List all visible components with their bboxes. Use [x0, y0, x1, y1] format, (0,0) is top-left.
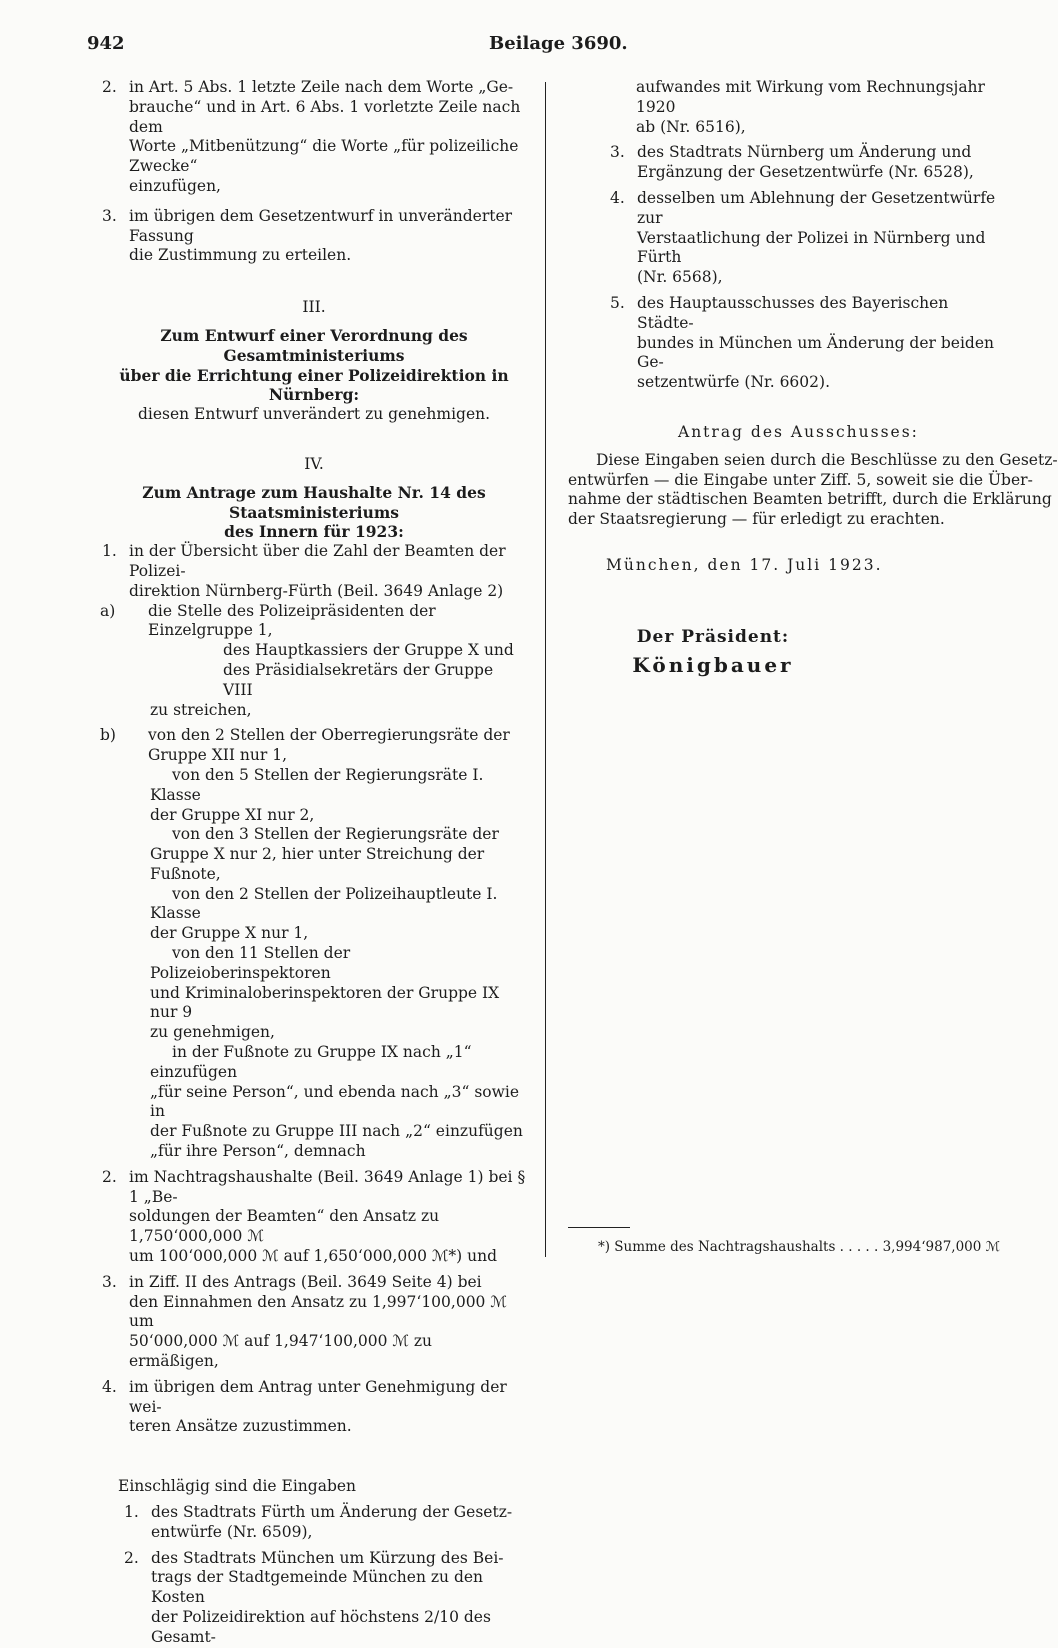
text-line: „für seine Person“, und ebenda nach „3“ sowie in — [150, 1082, 520, 1121]
text-line: Worte „Mitbenützung“ die Worte „für polizeiliche — [129, 137, 519, 156]
sub-item-b — [100, 726, 526, 766]
text-line: um 100‘000,000 ℳ auf 1,650‘000,000 ℳ*) und — [129, 1247, 498, 1266]
president-block — [568, 628, 858, 676]
left-column — [102, 78, 526, 1648]
list-item — [102, 1378, 526, 1437]
text-line: nahme der städtischen Beamten betrifft, durch die Erklärung — [568, 490, 1052, 509]
list-item — [124, 1503, 526, 1543]
section-heading: des Innern für 1923: — [224, 522, 404, 542]
text-line: Ergänzung der Gesetzentwürfe (Nr. 6528), — [637, 163, 974, 182]
list-item — [610, 143, 1000, 183]
text-line: 50‘000,000 ℳ auf 1,947‘100,000 ℳ zu ermäßigen, — [129, 1332, 433, 1371]
list-item — [102, 1168, 526, 1267]
text-line: aufwandes mit Wirkung vom Rechnungsjahr 1920 — [636, 78, 985, 116]
text-line: den Einnahmen den Ansatz zu 1,997‘100,000 ℳ um — [129, 1292, 507, 1331]
text-line: im übrigen dem Gesetzentwurf in unveränderter Fassung — [129, 206, 513, 245]
section-number: III. — [302, 298, 326, 317]
text-line: der Polizeidirektion auf höchstens 2/10 des Gesamt- — [151, 1607, 491, 1646]
text-line: im Nachtragshaushalte (Beil. 3649 Anlage 1) bei § 1 „Be- — [129, 1167, 526, 1206]
list-item — [102, 542, 526, 601]
text-line: und Kriminaloberinspektoren der Gruppe IX nur 9 — [150, 983, 500, 1022]
item-number: 1. — [102, 542, 117, 561]
text-line: der Gruppe XI nur 2, — [150, 805, 315, 824]
list-item — [610, 294, 1000, 393]
text-line: in der Übersicht über die Zahl der Beamten der Polizei- — [129, 542, 506, 580]
list-item — [124, 1549, 526, 1648]
section-heading: Zum Antrage zum Haushalte Nr. 14 des Staatsministeriums — [142, 482, 486, 522]
text-line: Gruppe X nur 2, hier unter Streichung der Fußnote, — [150, 845, 485, 883]
page-number: 942 — [87, 33, 125, 54]
antrag-text — [568, 450, 1058, 530]
section-heading: über die Errichtung einer Polizeidirektion in Nürnberg: — [119, 365, 509, 405]
text-line: von den 5 Stellen der Regierungsräte I. Klasse — [150, 765, 484, 804]
text-line: von den 11 Stellen der Polizeioberinspektoren — [150, 944, 351, 982]
section-number: IV. — [304, 454, 324, 473]
text-line: entwürfe (Nr. 6509), — [151, 1522, 313, 1541]
text-line: bundes in München um Änderung der beiden Ge- — [637, 333, 994, 372]
paragraph — [150, 766, 526, 1162]
text-line: in der Fußnote zu Gruppe IX nach „1“ einzufügen — [150, 1043, 472, 1081]
date-line: München, den 17. Juli 1923. — [606, 555, 883, 574]
text-line: brauche“ und in Art. 6 Abs. 1 vorletzte Zeile nach dem — [129, 97, 521, 136]
text-line: entwürfen — die Eingabe unter Ziff. 5, soweit sie die Über- — [568, 470, 1033, 489]
section-text: diesen Entwurf unverändert zu genehmigen. — [137, 405, 491, 424]
text-line: setzentwürfe (Nr. 6602). — [637, 373, 830, 392]
item-number: 3. — [610, 143, 625, 162]
list-item — [102, 207, 526, 266]
text-line: des Hauptausschusses des Bayerischen Städte- — [637, 293, 949, 332]
text-line: von den 2 Stellen der Polizeihauptleute I. Klasse — [150, 884, 498, 923]
column-divider — [545, 82, 546, 1257]
sub-item-a — [100, 601, 526, 701]
text-line: (Nr. 6568), — [637, 268, 723, 287]
text-line: von den 2 Stellen der Oberregierungsräte der — [148, 726, 510, 745]
text-line: direktion Nürnberg-Fürth (Beil. 3649 Anlage 2) — [129, 581, 504, 600]
item-number: 5. — [610, 293, 625, 312]
text-line: von den 3 Stellen der Regierungsräte der — [172, 825, 499, 844]
president-label: Der Präsident: — [636, 626, 790, 647]
text-line: Gruppe XII nur 1, — [148, 746, 288, 765]
text-line: Verstaatlichung der Polizei in Nürnberg und Fürth — [637, 228, 986, 267]
text-line: Diese Eingaben seien durch die Beschlüsse zu den Gesetz- — [596, 450, 1058, 469]
text-line: desselben um Ablehnung der Gesetzentwürfe zur — [637, 188, 996, 227]
text-line: der Fußnote zu Gruppe III nach „2“ einzufügen — [150, 1122, 523, 1141]
item-number: 1. — [124, 1503, 139, 1521]
text-line: Zwecke“ — [129, 157, 198, 176]
sub-label: a) — [100, 601, 116, 620]
item-number: 3. — [102, 206, 117, 225]
text-line: die Zustimmung zu erteilen. — [129, 246, 352, 265]
footnote-rule — [568, 1227, 630, 1228]
text-line: die Stelle des Polizeipräsidenten der Einzelgruppe 1, — [148, 601, 436, 640]
text-line: des Stadtrats Fürth um Änderung der Gesetz- — [151, 1503, 513, 1521]
text-line: des Stadtrats Nürnberg um Änderung und — [637, 143, 972, 162]
text-line: soldungen der Beamten“ den Ansatz zu 1,750‘000,000 ℳ — [129, 1207, 440, 1246]
text-line: der Gruppe X nur 1, — [150, 924, 309, 943]
list-item — [102, 78, 526, 197]
text-line: trags der Stadtgemeinde München zu den Kosten — [151, 1568, 484, 1607]
page-title: Beilage 3690. — [489, 33, 628, 54]
list-item — [610, 189, 1000, 288]
president-name: Königbauer — [632, 652, 794, 677]
item-number: 4. — [610, 188, 625, 207]
text-line: in Art. 5 Abs. 1 letzte Zeile nach dem Worte „Ge- — [129, 78, 514, 96]
item-number: 4. — [102, 1377, 117, 1396]
text-line: „für ihre Person“, demnach — [150, 1142, 366, 1161]
text-line: einzufügen, — [129, 176, 221, 195]
text-line: im übrigen dem Antrag unter Genehmigung der wei- — [129, 1377, 507, 1416]
sub-label: b) — [100, 726, 116, 745]
text-line: zu genehmigen, — [150, 1023, 275, 1042]
item-number: 3. — [102, 1272, 117, 1291]
text-line: teren Ansätze zuzustimmen. — [129, 1417, 352, 1436]
list-item — [102, 1273, 526, 1372]
text-line: des Hauptkassiers der Gruppe X und — [223, 641, 514, 660]
footnote: *) Summe des Nachtragshaushalts . . . . . 3,994‘987,000 ℳ — [598, 1239, 1001, 1255]
antrag-heading: Antrag des Ausschusses: — [678, 422, 919, 441]
section-heading: Zum Entwurf einer Verordnung des Gesamtministeriums — [160, 325, 468, 365]
item-number: 2. — [124, 1548, 139, 1567]
right-column — [568, 78, 1058, 677]
text-line: zu streichen, — [150, 700, 252, 719]
text-line: des Stadtrats München um Kürzung des Bei- — [151, 1548, 504, 1567]
text-line: der Staatsregierung — für erledigt zu erachten. — [568, 510, 945, 529]
text-line: in Ziff. II des Antrags (Beil. 3649 Seite 4) bei — [129, 1272, 482, 1291]
text-line: des Präsidialsekretärs der Gruppe VIII — [223, 660, 494, 699]
item-number: 2. — [102, 78, 117, 96]
text-line: ab (Nr. 6516), — [636, 117, 746, 136]
item-number: 2. — [102, 1167, 117, 1186]
eingaben-intro: Einschlägig sind die Eingaben — [118, 1477, 357, 1496]
